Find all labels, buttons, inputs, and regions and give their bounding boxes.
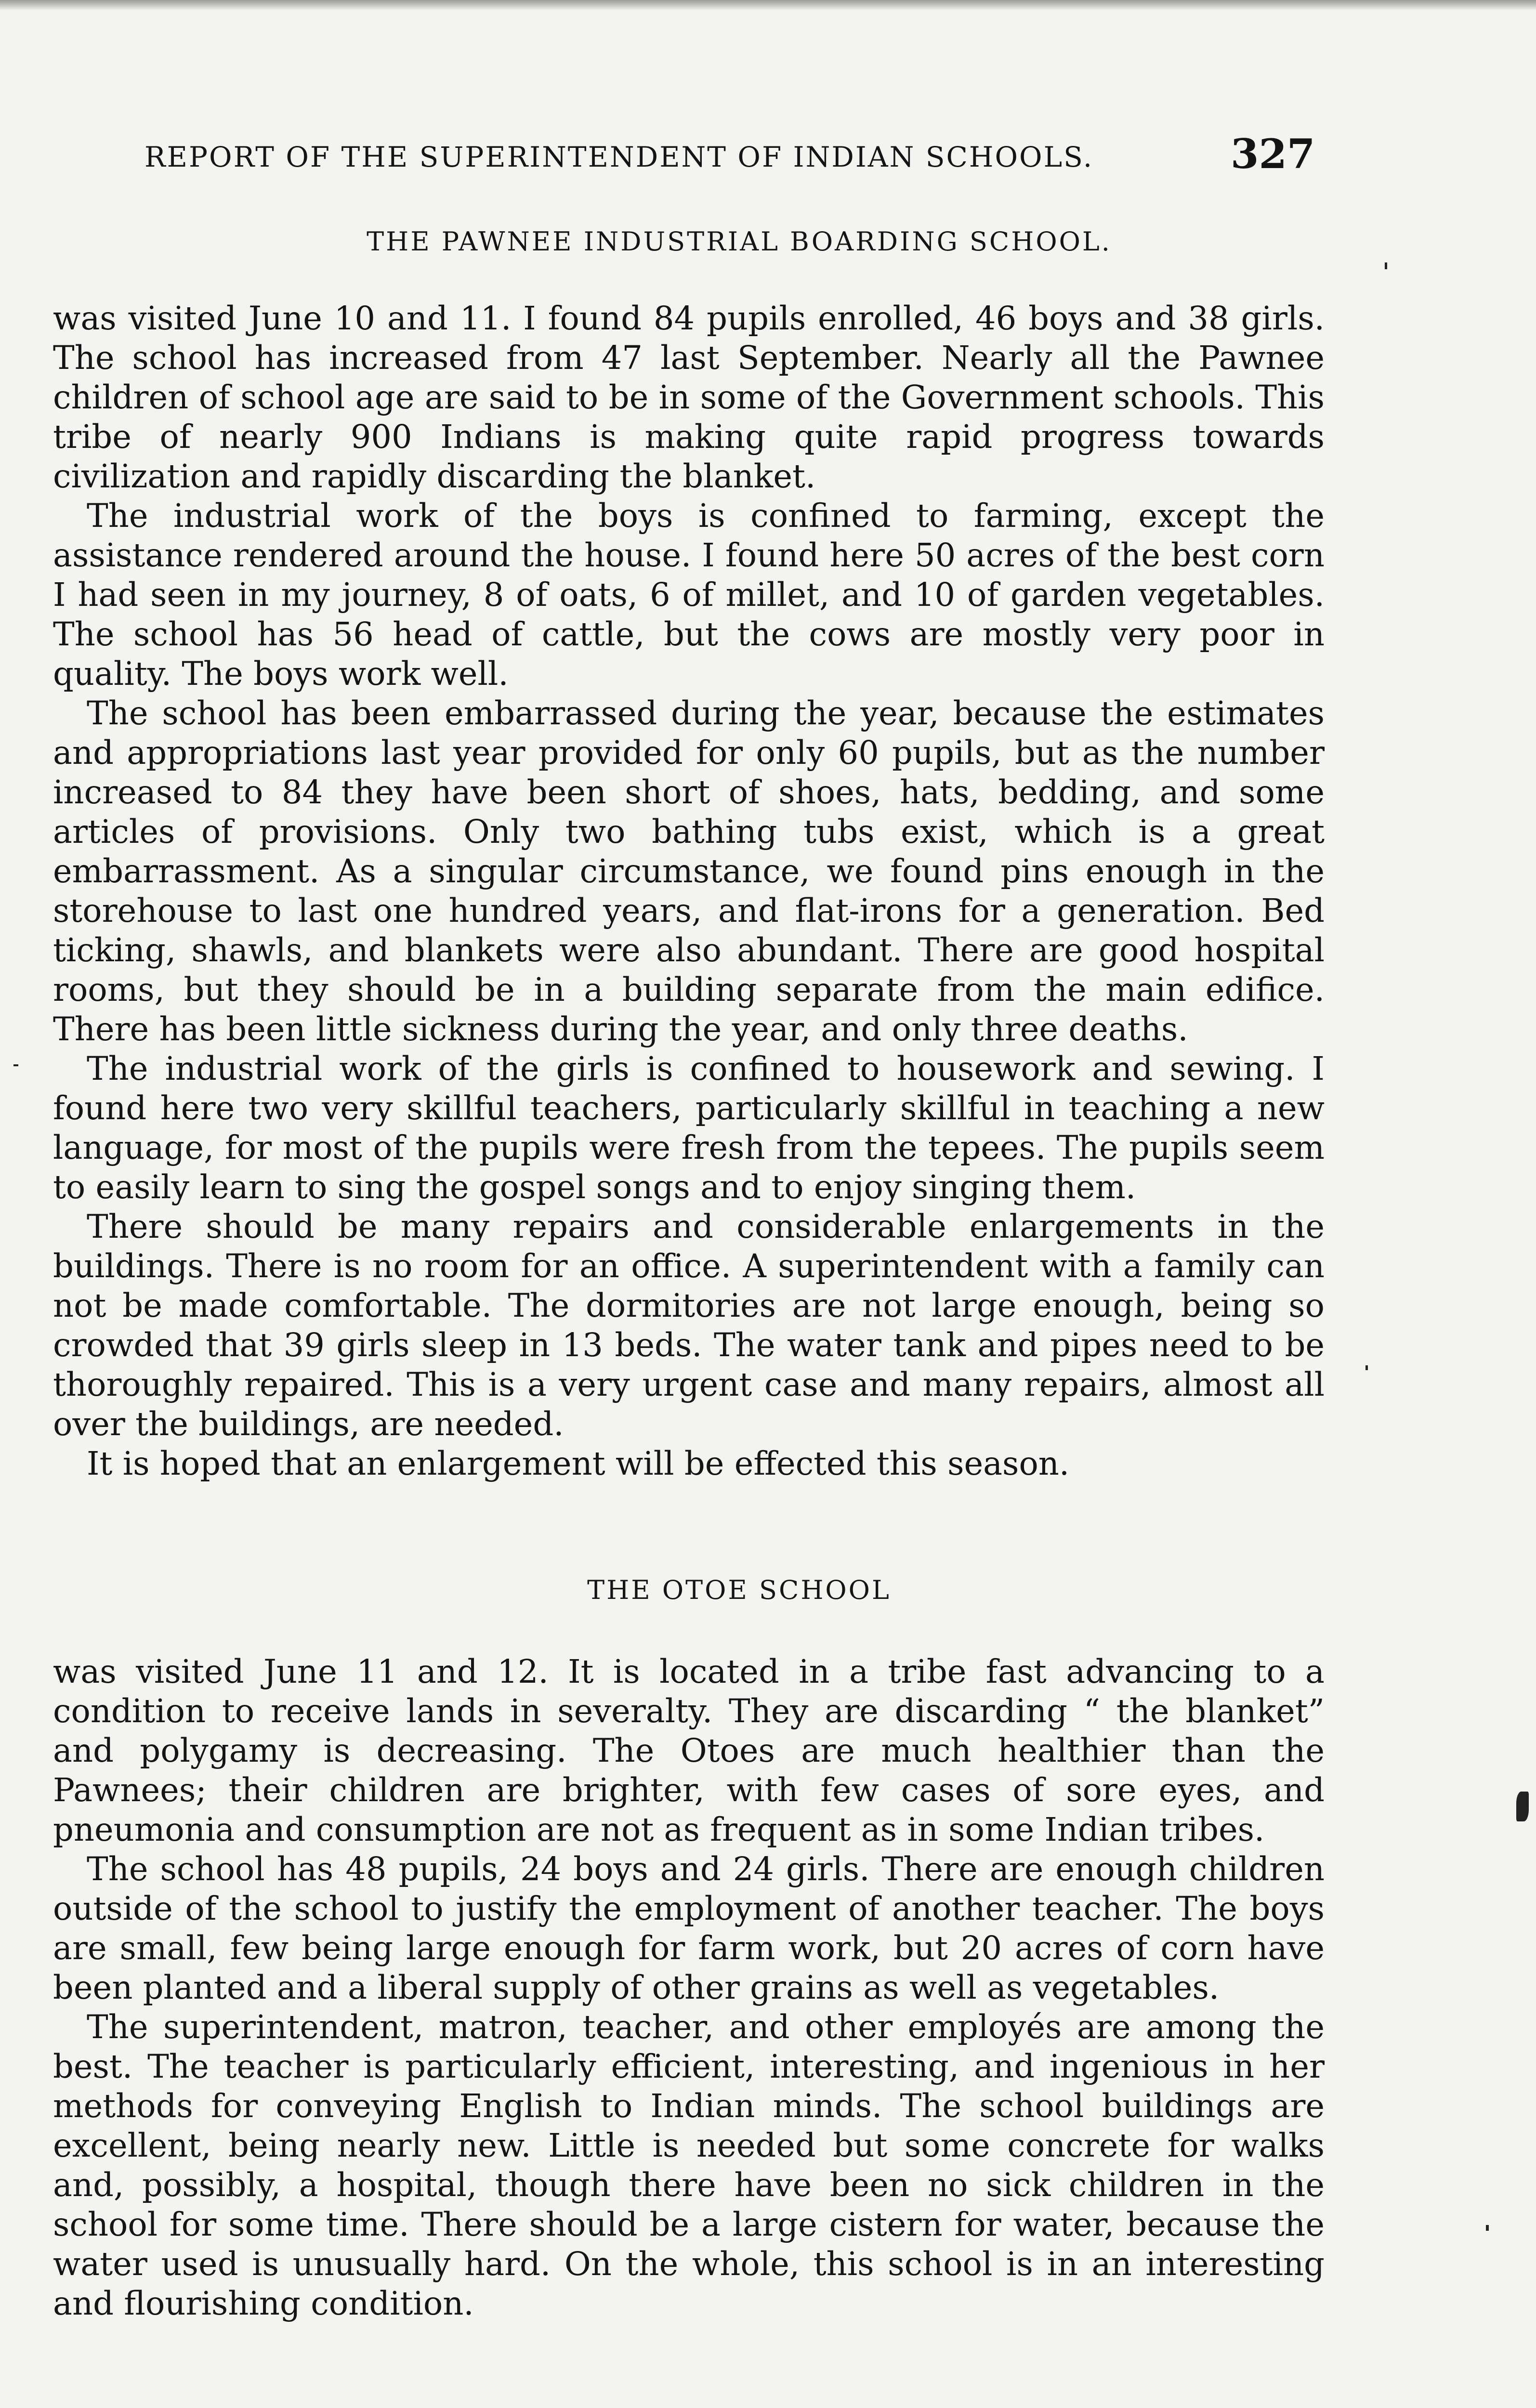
paragraph: was visited June 10 and 11. I found 84 pupils enrolled, 46 boys and 38 girls. The school has increased from 47 last September. Nearly all the Pawnee children of school age are said to be in some of the Government schools. This tribe of nearly 900 Indians is making quite rapid progress towards civilization and rapidly discarding the blanket.: [53, 300, 1325, 495]
section-title-otoe: THE OTOE SCHOOL: [587, 1575, 891, 1605]
running-head: REPORT OF THE SUPERINTENDENT OF INDIAN SCHOOLS.: [144, 141, 1094, 173]
paragraph: There should be many repairs and considerable enlargements in the buildings. There is no room for an office. A superintendent with a family can not be made comfortable. The dormitories are not large enough, being so crowded that 39 girls sleep in 13 beds. The water tank and pipes need to be thoroughly repaired. This is a very urgent case and many repairs, almost all over the buildings, are needed.: [53, 1208, 1325, 1443]
section-body-pawnee: [53, 299, 1325, 1483]
paragraph: The school has 48 pupils, 24 boys and 24 girls. There are enough children outside of the school to justify the employment of another teacher. The boys are small, few being large enough for farm work, but 20 acres of corn have been planted and a liberal supply of other grains as well as vegetables.: [53, 1850, 1325, 2006]
paragraph: The superintendent, matron, teacher, and other employés are among the best. The teacher is particularly efficient, interesting, and ingenious in her methods for conveying English to Indian minds. The school buildings are excellent, being nearly new. Little is needed but some concrete for walks and, possibly, a hospital, though there have been no sick children in the school for some time. There should be a large cistern for water, because the water used is unusually hard. On the whole, this school is in an interesting and flourishing condition.: [53, 2008, 1325, 2322]
paragraph: The school has been embarrassed during the year, because the estimates and appropriations last year provided for only 60 pupils, but as the number increased to 84 they have been short of shoes, hats, bedding, and some articles of provisions. Only two bathing tubs exist, which is a great embarrassment. As a singular circumstance, we found pins enough in the storehouse to last one hundred years, and flat-irons for a generation. Bed ticking, shawls, and blankets were also abundant. There are good hospital rooms, but they should be in a building separate from the main edifice. There has been little sickness during the year, and only three deaths.: [53, 694, 1325, 1048]
section-body-otoe: [53, 1652, 1325, 2323]
paragraph: It is hoped that an enlargement will be effected this season.: [87, 1445, 1070, 1482]
scan-top-edge: [0, 0, 1536, 11]
scan-speck: [1365, 1365, 1368, 1370]
section-title-pawnee: THE PAWNEE INDUSTRIAL BOARDING SCHOOL.: [367, 226, 1112, 257]
scan-speck: [1385, 262, 1387, 269]
scan-speck: [1516, 1792, 1529, 1821]
scan-speck: [1486, 2225, 1489, 2231]
scan-speck: [13, 1064, 18, 1066]
paragraph: The industrial work of the boys is confined to farming, except the assistance rendered around the house. I found here 50 acres of the best corn I had seen in my journey, 8 of oats, 6 of millet, and 10 of garden vegetables. The school has 56 head of cattle, but the cows are mostly very poor in quality. The boys work well.: [53, 497, 1325, 693]
page-number: 327: [1231, 130, 1315, 178]
paragraph: was visited June 11 and 12. It is located in a tribe fast advancing to a condition to receive lands in severalty. They are discarding “ the blanket” and polygamy is decreasing. The Otoes are much healthier than the Pawnees; their children are brighter, with few cases of sore eyes, and pneumonia and consumption are not as frequent as in some Indian tribes.: [53, 1653, 1325, 1848]
paragraph: The industrial work of the girls is confined to housework and sewing. I found here two very skillful teachers, particularly skillful in teaching a new language, for most of the pupils were fresh from the tepees. The pupils seem to easily learn to sing the gospel songs and to enjoy singing them.: [53, 1050, 1325, 1206]
